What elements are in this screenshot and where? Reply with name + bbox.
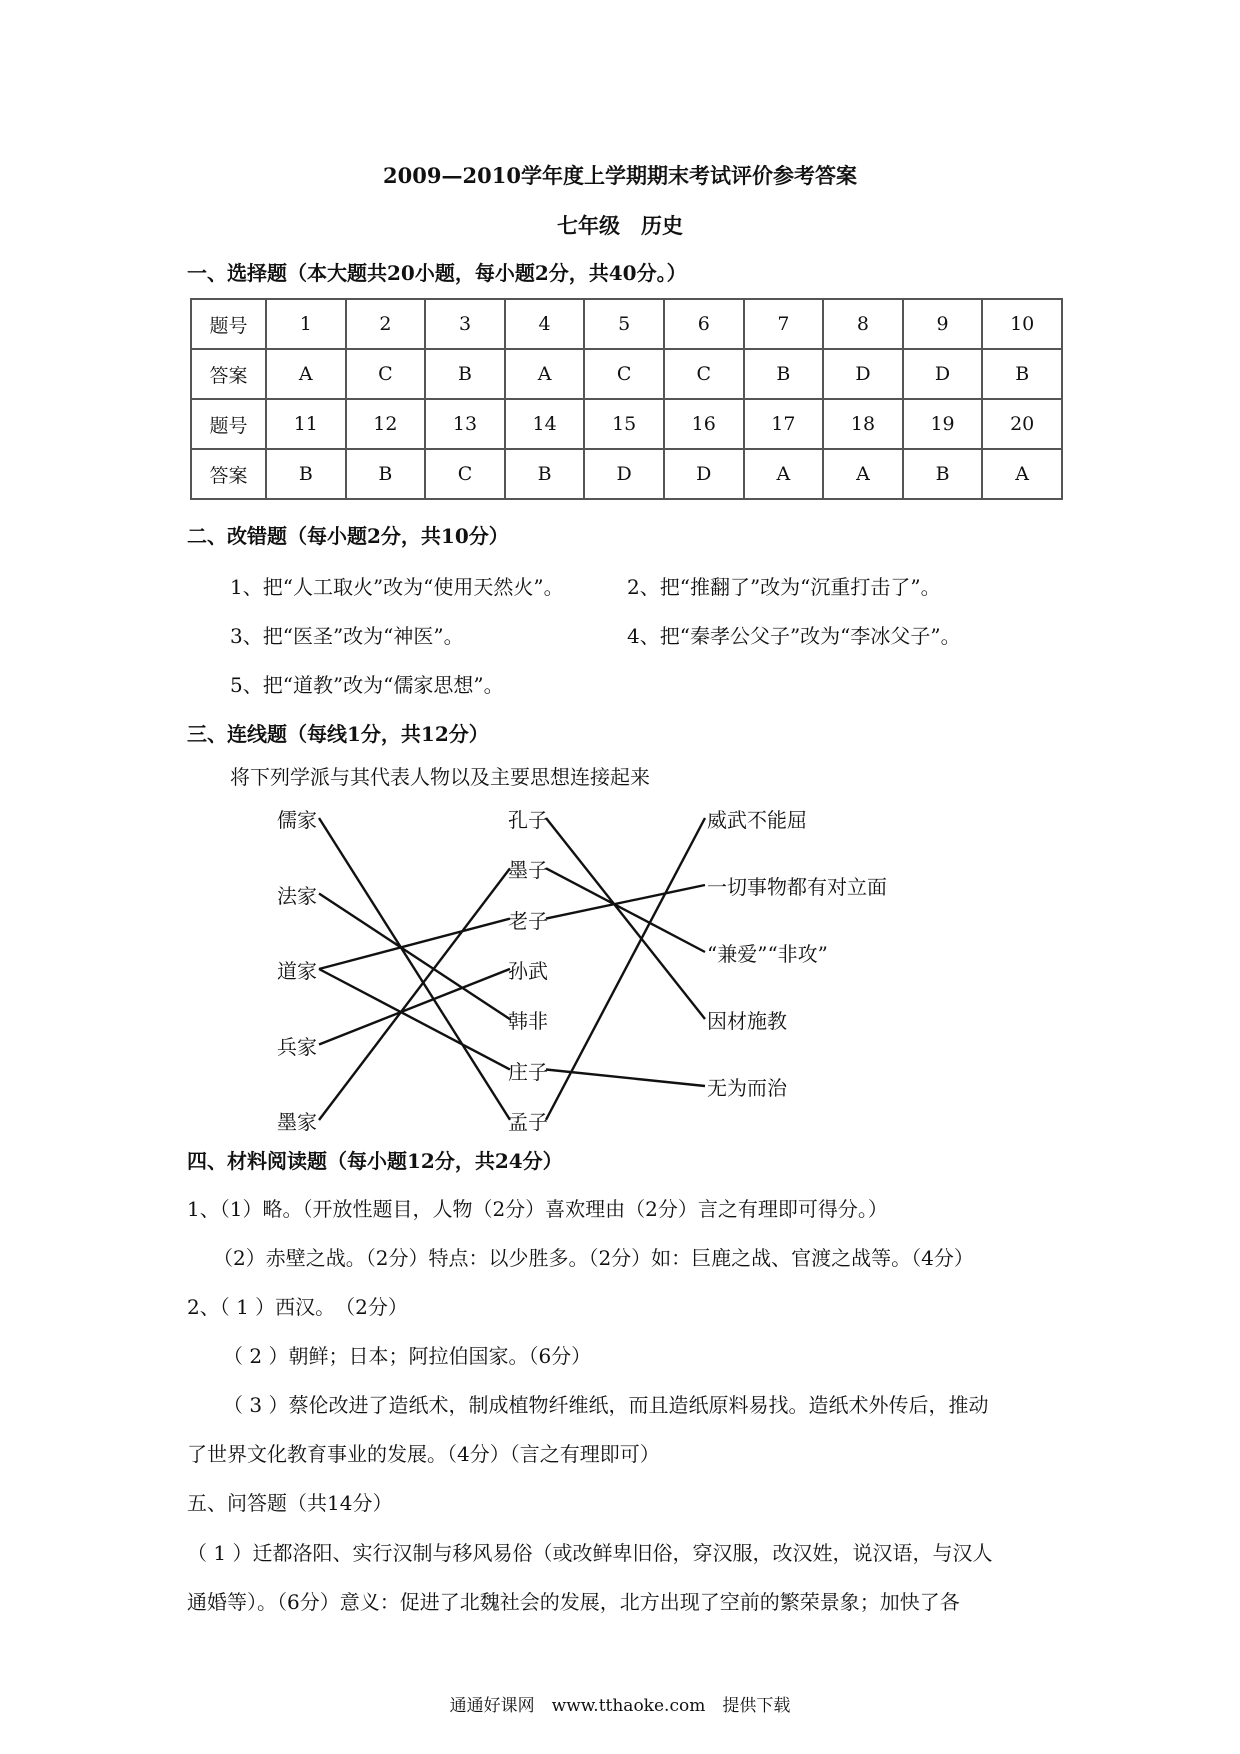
table-cell: C <box>425 449 505 499</box>
table-cell: B <box>266 449 346 499</box>
idea-label: 无为而治 <box>707 1076 787 1100</box>
section4-heading: 四、材料阅读题（每小题12分，共24分） <box>187 1149 563 1173</box>
document-subtitle: 七年级 历史 <box>557 213 683 238</box>
section3-heading: 三、连线题（每线1分，共12分） <box>187 722 489 746</box>
person-label: 孔子 <box>508 808 548 832</box>
reading-answer-2-1: 2、（ 1 ）西汉。 （2分） <box>187 1295 408 1319</box>
table-cell: 6 <box>664 299 744 349</box>
table-cell: D <box>664 449 744 499</box>
table-cell: 20 <box>982 399 1062 449</box>
table-cell: A <box>266 349 346 399</box>
table-cell: B <box>425 349 505 399</box>
matching-instruction: 将下列学派与其代表人物以及主要思想连接起来 <box>230 765 650 789</box>
section5-heading: 五、问答题（共14分） <box>187 1491 393 1515</box>
reading-answer-1-2: （2）赤壁之战。（2分）特点：以少胜多。（2分）如：巨鹿之战、官渡之战等。（4分） <box>213 1246 974 1270</box>
school-label: 儒家 <box>277 808 317 832</box>
person-label: 老子 <box>508 908 548 933</box>
footer-credit: 通通好课网 www.tthaoke.com 提供下载 <box>449 1696 791 1716</box>
reading-answer-2-3-cont: 了世界文化教育事业的发展。（4分）（言之有理即可） <box>187 1442 660 1466</box>
table-cell: 16 <box>664 399 744 449</box>
school-person-link <box>319 894 510 1020</box>
reading-answer-2-2: （ 2 ）朝鲜；日本；阿拉伯国家。（6分） <box>223 1344 592 1368</box>
correction-item-3: 3、把“医圣”改为“神医”。 <box>230 624 464 648</box>
table-cell: A <box>505 349 585 399</box>
person-idea-link <box>546 818 705 1120</box>
table-cell: D <box>823 349 903 399</box>
school-person-link <box>319 969 510 1045</box>
table-cell: 18 <box>823 399 903 449</box>
person-label: 墨子 <box>508 858 548 883</box>
idea-label: 一切事物都有对立面 <box>707 875 887 899</box>
school-person-link <box>319 868 510 1120</box>
table-cell: 5 <box>584 299 664 349</box>
table-cell: B <box>744 349 824 399</box>
table-cell: 15 <box>584 399 664 449</box>
school-label: 法家 <box>277 883 317 908</box>
reading-answer-1-1: 1、（1）略。（开放性题目，人物（2分）喜欢理由（2分）言之有理即可得分。） <box>187 1197 888 1221</box>
person-idea-link <box>546 885 705 919</box>
correction-item-4: 4、把“秦孝公父子”改为“李冰父子”。 <box>627 624 961 648</box>
table-cell: 11 <box>266 399 346 449</box>
school-label: 道家 <box>277 959 317 983</box>
reading-answer-2-3: （ 3 ）蔡伦改进了造纸术，制成植物纤维纸，而且造纸原料易找。造纸术外传后，推动 <box>223 1393 989 1417</box>
table-cell: 10 <box>982 299 1062 349</box>
correction-item-5: 5、把“道教”改为“儒家思想”。 <box>230 673 504 697</box>
table-cell: 8 <box>823 299 903 349</box>
idea-label: 因材施教 <box>707 1009 787 1033</box>
section1-heading: 一、选择题（本大题共20小题，每小题2分，共40分。） <box>187 261 687 285</box>
table-cell: 14 <box>505 399 585 449</box>
table-cell: 3 <box>425 299 505 349</box>
table-cell: C <box>584 349 664 399</box>
correction-item-2: 2、把“推翻了”改为“沉重打击了”。 <box>627 575 941 599</box>
correction-item-1: 1、把“人工取火”改为“使用天然火”。 <box>230 575 564 599</box>
table-cell: C <box>664 349 744 399</box>
person-label: 韩非 <box>508 1009 548 1034</box>
idea-label: 威武不能屈 <box>707 808 807 832</box>
school-person-link <box>319 919 510 969</box>
table-cell: 19 <box>903 399 983 449</box>
table-cell: B <box>982 349 1062 399</box>
school-person-link <box>319 969 510 1070</box>
section2-heading: 二、改错题（每小题2分，共10分） <box>187 524 509 548</box>
table-cell: 7 <box>744 299 824 349</box>
person-label: 孙武 <box>508 958 548 983</box>
person-idea-link <box>546 868 705 952</box>
idea-label: “兼爱”“非攻” <box>707 942 828 966</box>
document-title: 2009—2010学年度上学期期末考试评价参考答案 <box>383 163 857 188</box>
table-cell: 4 <box>505 299 585 349</box>
table-cell: B <box>903 449 983 499</box>
row-header-cell: 答案 <box>191 449 266 499</box>
table-cell: A <box>744 449 824 499</box>
table-cell: B <box>505 449 585 499</box>
table-cell: C <box>346 349 426 399</box>
school-label: 墨家 <box>277 1110 317 1134</box>
row-header-cell: 题号 <box>191 399 266 449</box>
table-cell: 1 <box>266 299 346 349</box>
school-person-link <box>319 818 510 1120</box>
table-cell: 17 <box>744 399 824 449</box>
table-cell: B <box>346 449 426 499</box>
table-cell: A <box>982 449 1062 499</box>
row-header-cell: 答案 <box>191 349 266 399</box>
table-cell: 9 <box>903 299 983 349</box>
essay-answer-line-2: 通婚等）。（6分）意义：促进了北魏社会的发展，北方出现了空前的繁荣景象；加快了各 <box>187 1590 960 1614</box>
essay-answer-line-1: （ 1 ）迁都洛阳、实行汉制与移风易俗（或改鲜卑旧俗，穿汉服，改汉姓，说汉语，与汉人 <box>187 1541 993 1565</box>
person-idea-link <box>546 818 705 1019</box>
table-cell: 2 <box>346 299 426 349</box>
person-label: 孟子 <box>508 1109 548 1134</box>
table-cell: 12 <box>346 399 426 449</box>
table-cell: A <box>823 449 903 499</box>
table-cell: 13 <box>425 399 505 449</box>
row-header-cell: 题号 <box>191 299 266 349</box>
school-label: 兵家 <box>277 1034 317 1059</box>
person-label: 庄子 <box>508 1059 548 1084</box>
table-cell: D <box>903 349 983 399</box>
table-cell: D <box>584 449 664 499</box>
